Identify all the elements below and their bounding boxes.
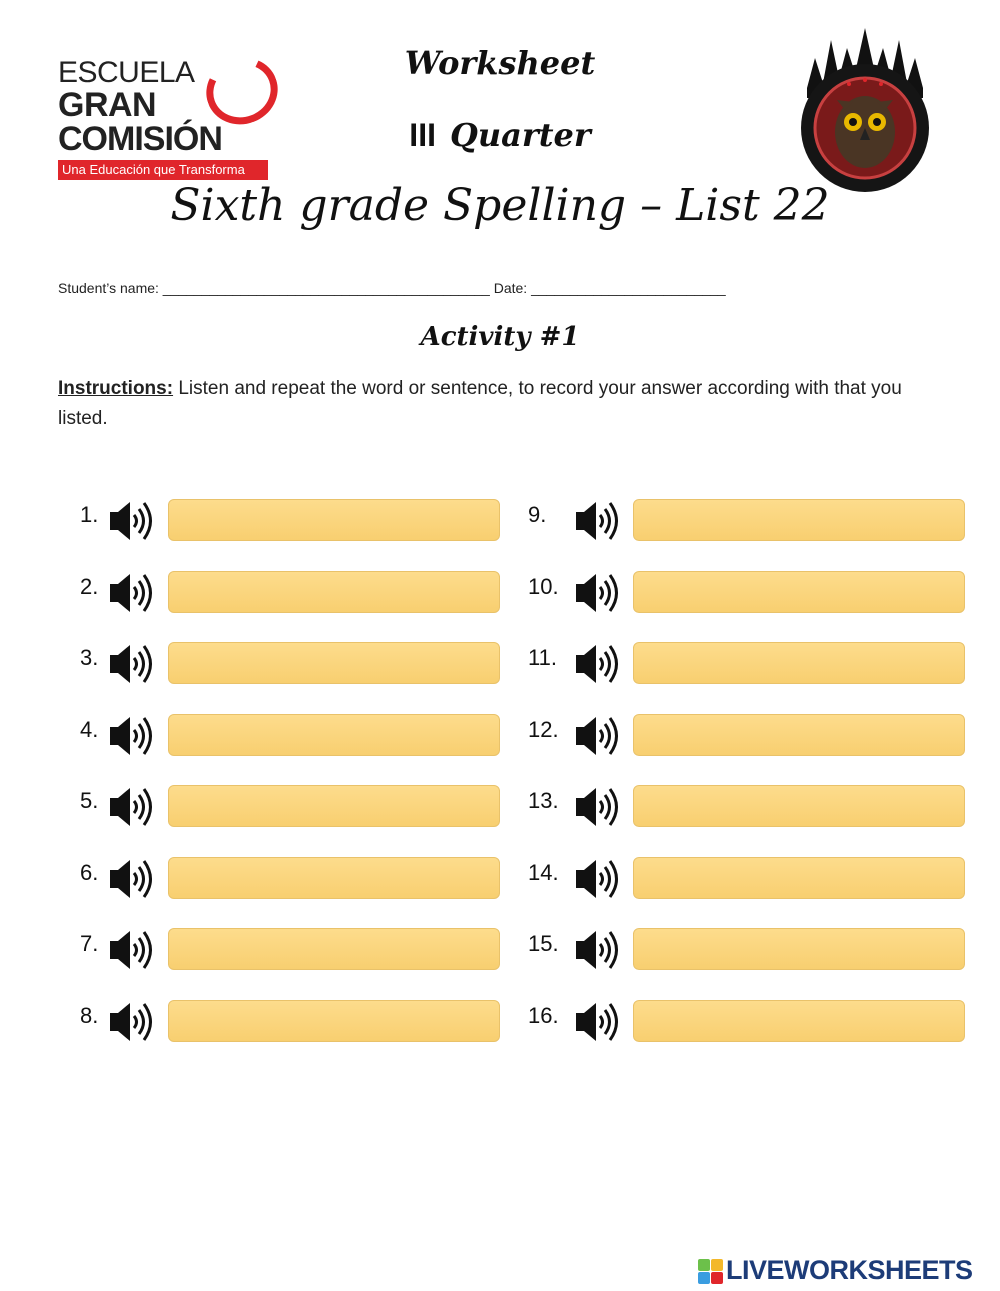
school-logo	[58, 56, 278, 186]
item-number: 14.	[528, 859, 559, 885]
item-number: 10.	[528, 573, 559, 599]
item-number: 1.	[80, 502, 99, 527]
answer-input[interactable]	[168, 499, 500, 541]
answer-input[interactable]	[168, 928, 500, 970]
speaker-icon[interactable]	[106, 639, 156, 689]
instructions	[58, 374, 938, 434]
quarter-roman-numeral: III	[409, 117, 436, 153]
answer-input[interactable]	[633, 642, 965, 684]
activity-heading: Activity #1	[420, 322, 580, 352]
logo-square-icon	[698, 1272, 710, 1284]
instructions-label: Instructions:	[58, 378, 174, 399]
answer-input[interactable]	[633, 785, 965, 827]
logo-line-comision: COMISIÓN	[58, 120, 222, 158]
speaker-icon[interactable]	[572, 711, 622, 761]
speaker-icon[interactable]	[106, 854, 156, 904]
answer-input[interactable]	[168, 785, 500, 827]
answer-input[interactable]	[168, 571, 500, 613]
item-number: 2.	[80, 573, 99, 599]
item-number: 8.	[80, 1002, 99, 1028]
logo-tagline: Una Educación que Transforma	[58, 160, 268, 180]
item-number: 5.	[80, 788, 99, 813]
speaker-icon[interactable]	[572, 568, 622, 618]
speaker-icon[interactable]	[106, 782, 156, 832]
worksheet-heading: Worksheet	[404, 44, 596, 82]
speaker-icon[interactable]	[572, 997, 622, 1047]
speaker-icon[interactable]	[572, 639, 622, 689]
student-name-date-line: Student’s name: __________________________________________ Date: _________________________	[58, 280, 726, 296]
speaker-icon[interactable]	[572, 925, 622, 975]
answer-input[interactable]	[633, 571, 965, 613]
speaker-icon[interactable]	[106, 496, 156, 546]
item-number: 6.	[80, 859, 99, 885]
item-number: 3.	[80, 645, 99, 670]
page-title: Sixth grade Spelling – List 22	[170, 180, 830, 231]
item-number: 12.	[528, 716, 559, 742]
answer-input[interactable]	[633, 857, 965, 899]
speaker-icon[interactable]	[106, 997, 156, 1047]
speaker-icon[interactable]	[572, 496, 622, 546]
logo-line-gran: GRAN	[58, 86, 157, 124]
answer-input[interactable]	[633, 928, 965, 970]
answer-input[interactable]	[168, 1000, 500, 1042]
item-number: 7.	[80, 931, 99, 956]
answer-input[interactable]	[168, 857, 500, 899]
speaker-icon[interactable]	[572, 782, 622, 832]
speaker-icon[interactable]	[106, 711, 156, 761]
speaker-icon[interactable]	[106, 925, 156, 975]
item-number: 11.	[528, 645, 557, 670]
liveworksheets-brand: LIVEWORKSHEETS	[726, 1255, 973, 1285]
item-number: 9.	[528, 502, 547, 527]
answer-input[interactable]	[633, 499, 965, 541]
item-number: 16.	[528, 1002, 559, 1028]
item-number: 4.	[80, 716, 99, 742]
speaker-icon[interactable]	[106, 568, 156, 618]
quarter-heading	[380, 116, 620, 154]
answer-input[interactable]	[633, 714, 965, 756]
answer-input[interactable]	[633, 1000, 965, 1042]
item-number: 15.	[528, 931, 559, 956]
instructions-text: Listen and repeat the word or sentence, to record your answer according with that you listed.	[58, 378, 902, 429]
logo-square-icon	[711, 1259, 723, 1271]
logo-square-icon	[698, 1259, 710, 1271]
logo-line-escuela: ESCUELA	[58, 56, 195, 89]
logo-square-icon	[711, 1272, 723, 1284]
speaker-icon[interactable]	[572, 854, 622, 904]
liveworksheets-logo	[698, 1255, 998, 1285]
owl-emblem-icon	[797, 28, 933, 196]
answer-input[interactable]	[168, 714, 500, 756]
answer-input[interactable]	[168, 642, 500, 684]
item-number: 13.	[528, 788, 559, 813]
quarter-label: Quarter	[449, 116, 591, 154]
